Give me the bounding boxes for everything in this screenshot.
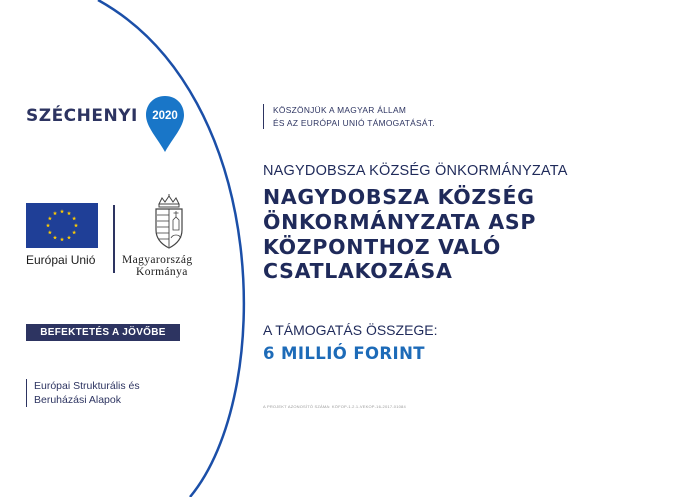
thanks-line: ÉS AZ EURÓPAI UNIÓ TÁMOGATÁSÁT.: [273, 117, 435, 128]
government-name: Magyarország: [122, 254, 193, 266]
beneficiary-name: NAGYDOBSZA KÖZSÉG ÖNKORMÁNYZATA: [263, 163, 568, 179]
project-title: [263, 185, 536, 284]
fund-name: [26, 379, 140, 407]
map-pin-icon: [144, 94, 186, 154]
divider: [113, 205, 115, 273]
fund-line: Beruházási Alapok: [34, 394, 121, 406]
support-amount: 6 MILLIÓ FORINT: [263, 344, 425, 363]
project-title-line: CSATLAKOZÁSA: [263, 259, 453, 284]
thanks-note: [263, 104, 435, 129]
project-title-line: KÖZPONTHOZ VALÓ: [263, 234, 502, 259]
eu-flag-icon: [26, 203, 98, 248]
project-id: A PROJEKT AZONOSÍTÓ SZÁMA: KÖFOP-1.2.1-VEKOP-16-2017-01084: [263, 404, 406, 409]
thanks-line: KÖSZÖNJÜK A MAGYAR ÁLLAM: [273, 105, 407, 115]
project-title-line: ÖNKORMÁNYZATA ASP: [263, 209, 537, 234]
fund-line: Európai Strukturális és: [34, 380, 140, 392]
szechenyi-year: 2020: [152, 110, 178, 122]
project-title-line: NAGYDOBSZA KÖZSÉG: [263, 185, 535, 209]
szechenyi-wordmark: SZÉCHENYI: [26, 106, 138, 126]
investment-badge: BEFEKTETÉS A JÖVŐBE: [26, 324, 180, 341]
eu-label: Európai Unió: [26, 253, 96, 267]
support-label: A TÁMOGATÁS ÖSSZEGE:: [263, 322, 438, 338]
hungarian-coat-of-arms-icon: [150, 194, 188, 250]
government-name: Kormánya: [136, 266, 188, 278]
